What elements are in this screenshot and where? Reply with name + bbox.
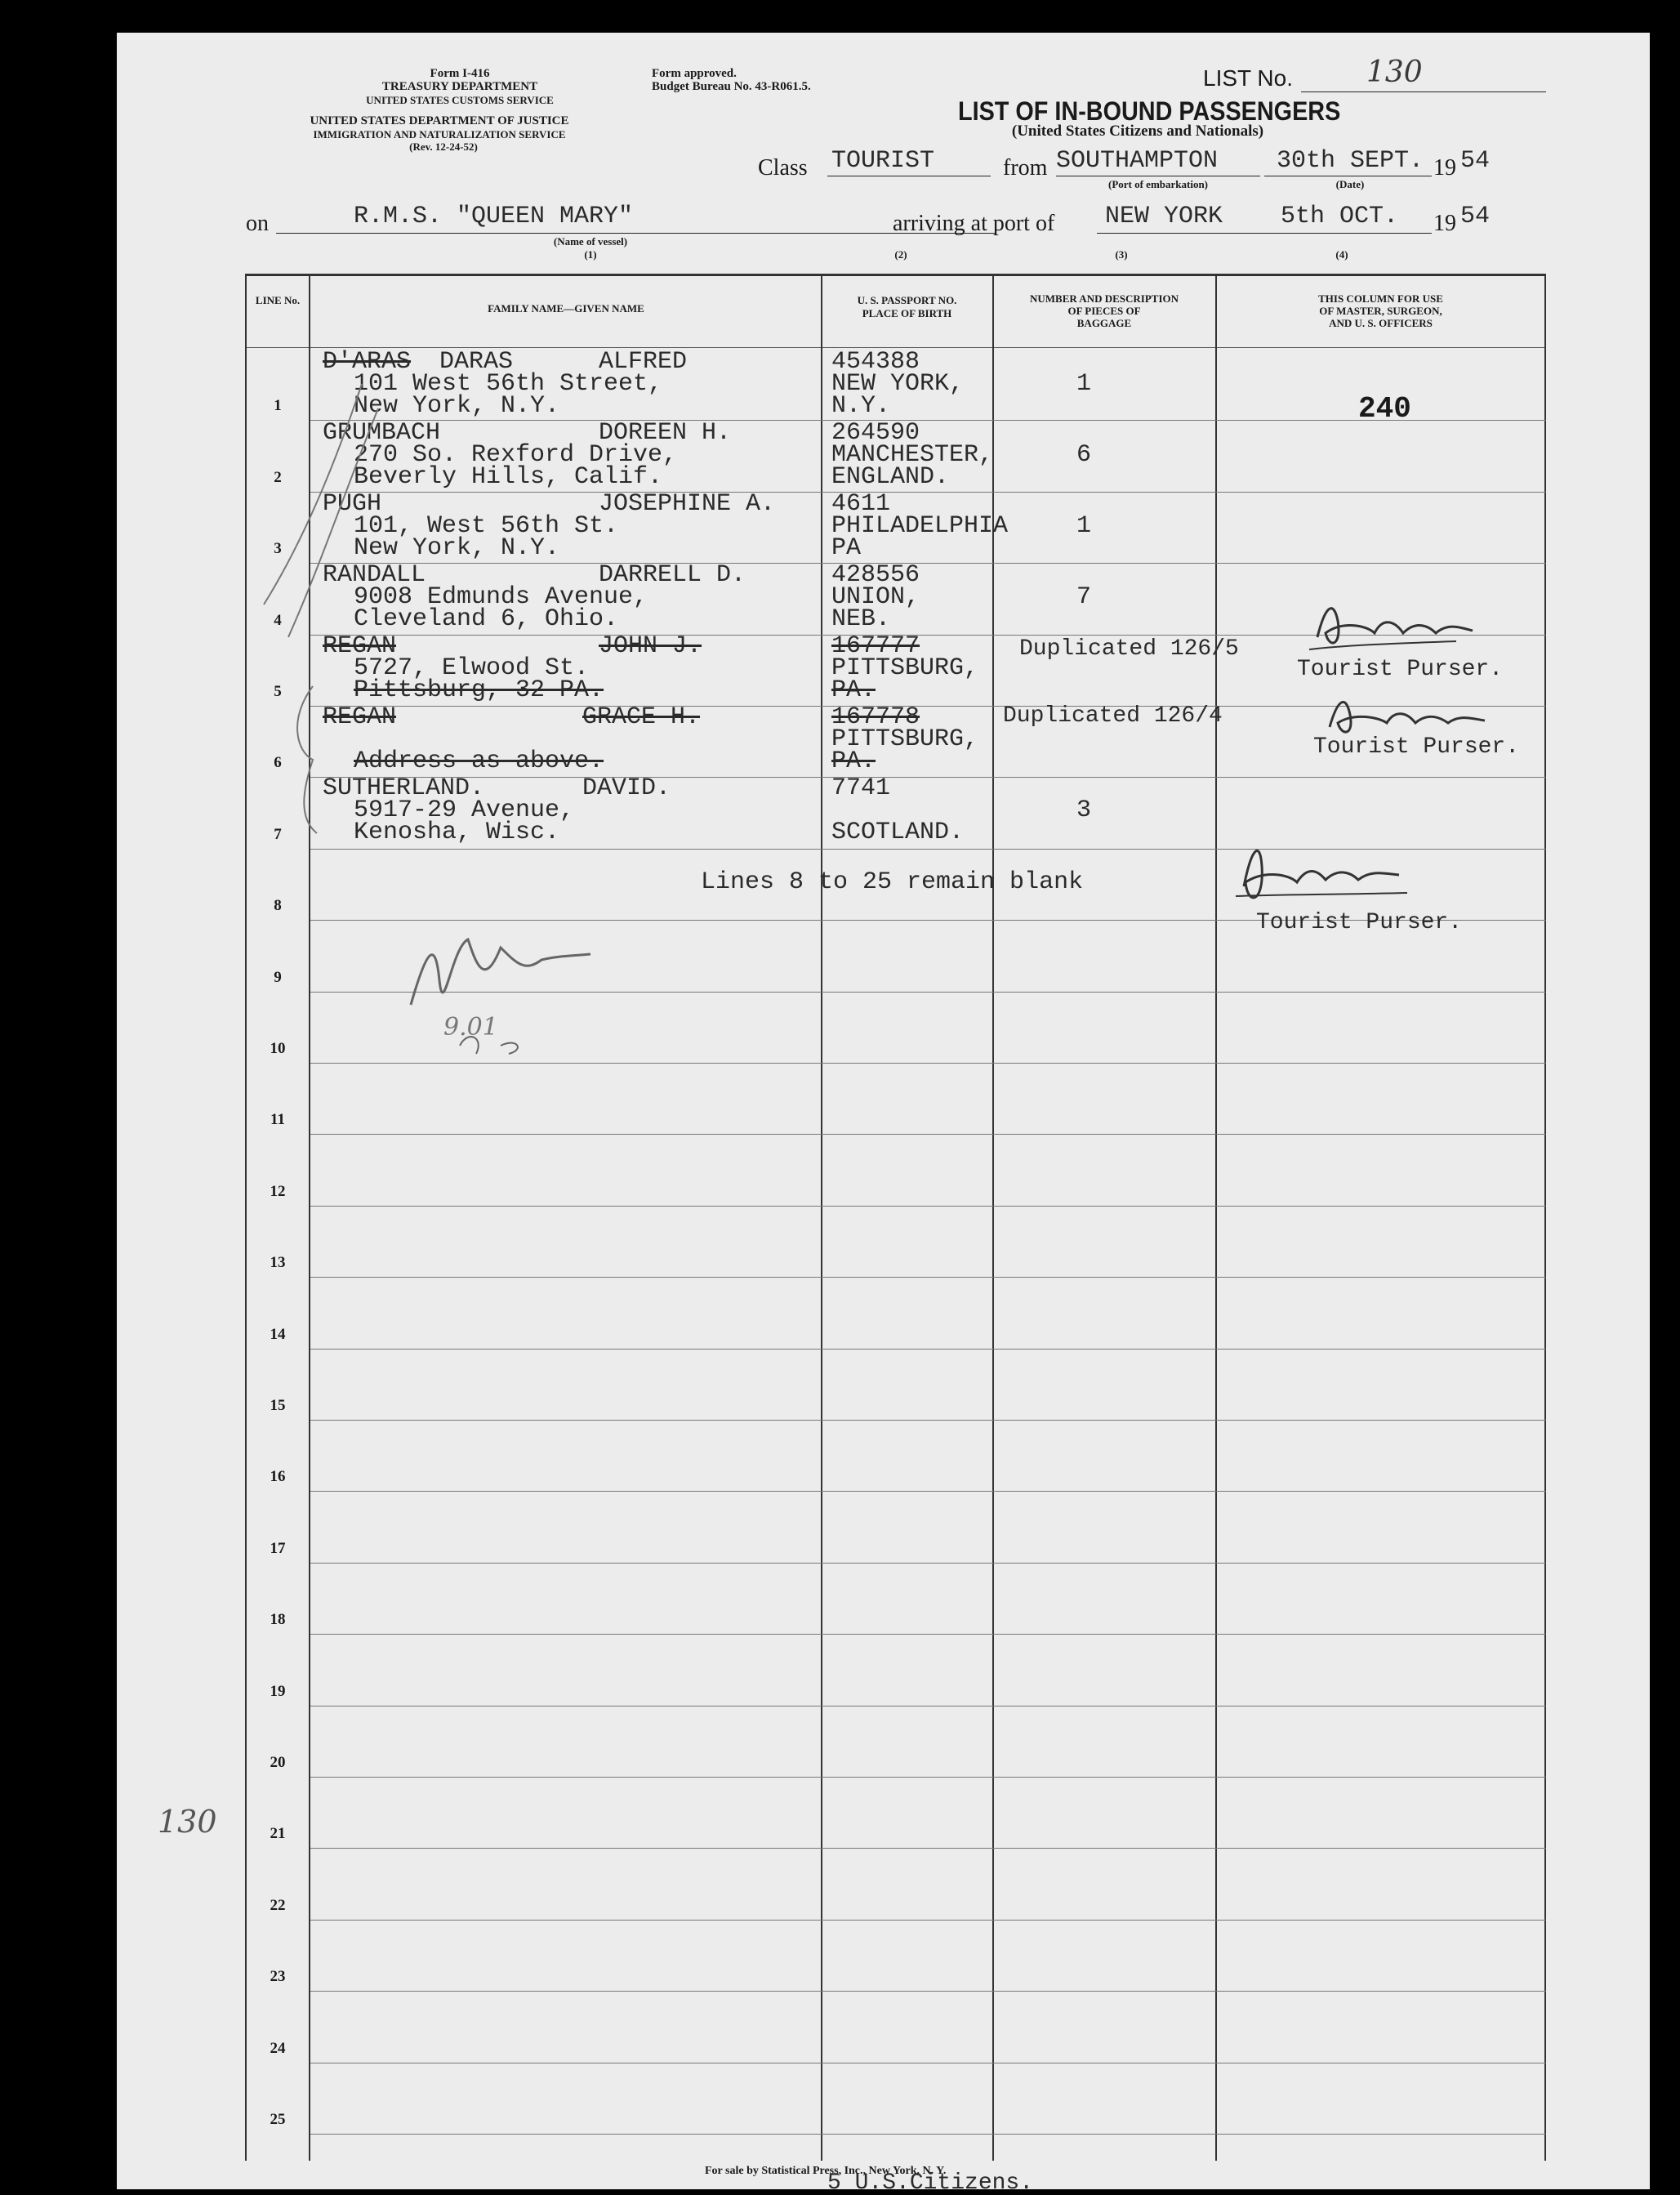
line-number: 15 [270,1397,286,1414]
entry-5-address-1: 5727, Elwood St. [354,654,590,682]
entry-1-passport: 454388 [831,348,920,376]
entry-1-birth-1: NEW YORK, [831,370,965,398]
entry-7-address-1: 5917-29 Avenue, [354,796,575,824]
row-rule [310,777,1546,778]
entry-4-address-1: 9008 Edmunds Avenue, [354,583,648,611]
row-rule [310,2134,1546,2135]
line-number: 18 [270,1611,286,1629]
dept-justice: UNITED STATES DEPARTMENT OF JUSTICE [310,114,569,127]
entry-4-passport: 428556 [831,561,920,589]
on-label: on [246,211,269,236]
entry-3-name: PUGH [323,490,382,518]
year2-value: 54 [1460,203,1491,230]
header-passport: U. S. PASSPORT NO. [857,294,957,306]
date-caption: (Date) [1335,178,1365,190]
entry-7-address-2: Kenosha, Wisc. [354,819,560,846]
line-number: 16 [270,1468,286,1486]
list-no-label: LIST No. [1203,65,1293,91]
passenger-list-form [117,33,1650,2189]
line-number: 21 [270,1825,286,1843]
line-number: 5 [274,683,282,700]
blank-lines-note: Lines 8 to 25 remain blank [701,868,1084,896]
entry-1-baggage: 1 [1076,370,1092,398]
pencil-scribble [362,915,656,1062]
entry-2-passport: 264590 [831,419,920,447]
footer-printer: For sale by Statistical Press, Inc., New York, N. Y. [705,2165,947,2177]
year2-prefix: 19 [1433,211,1456,236]
vessel-caption: (Name of vessel) [553,235,628,248]
row-rule [310,1848,1546,1849]
header-name: FAMILY NAME—GIVEN NAME [488,302,644,315]
pencil-note: 9.01 [443,1013,498,1042]
entry-4-given: DARRELL D. [599,561,746,589]
list-no-value: 130 [1366,56,1423,89]
row-rule [310,1634,1546,1635]
header-baggage-3: BAGGAGE [1076,317,1132,329]
row-rule [310,1206,1546,1207]
form-subtitle: (United States Citizens and Nationals) [1011,123,1264,140]
line-number: 7 [274,825,282,843]
entry-4-birth-2: NEB. [831,605,891,633]
entry-1-given: ALFRED [599,348,688,376]
departure-date: 30th SEPT. [1277,147,1424,175]
dept-treasury: TREASURY DEPARTMENT [381,80,538,93]
entry-3-address-2: New York, N.Y. [354,534,560,562]
class-label: Class [758,155,808,181]
col-line-baggage [992,274,994,2161]
row-rule [310,563,1546,564]
row-rule [310,1920,1546,1921]
line-number: 23 [270,1968,286,1986]
arrival-underline [1097,233,1432,234]
row-rule [310,1420,1546,1421]
entry-6-name: REGAN [323,703,397,731]
entry-2-birth-1: MANCHESTER, [831,441,994,469]
dept-immigration: IMMIGRATION AND NATURALIZATION SERVICE [313,128,566,141]
margin-pencil-marks [239,376,403,866]
list-no-underline [1301,91,1546,92]
header-officers-3: AND U. S. OFFICERS [1329,317,1433,329]
entry-4-name: RANDALL [323,561,426,589]
entry-3-birth-2: PA [831,534,862,562]
dept-customs: UNITED STATES CUSTOMS SERVICE [366,94,554,106]
line-number: 20 [270,1754,286,1771]
line-number: 3 [274,540,282,558]
line-number: 24 [270,2039,286,2057]
purser-signature-1 [1293,588,1538,662]
row-rule [310,1491,1546,1492]
entry-4-address-2: Cleveland 6, Ohio. [354,605,619,633]
arriving-label: arriving at port of [893,211,1055,236]
entry-5-passport: 167777 [831,632,920,660]
header-baggage-1: NUMBER AND DESCRIPTION [1029,292,1179,305]
entry-5-birth-1: PITTSBURG, [831,654,979,682]
line-number: 2 [274,468,282,486]
form-revision: (Rev. 12-24-52) [409,141,478,153]
entry-7-passport: 7741 [831,774,891,802]
table-right [1544,274,1546,2161]
arrival-date: 5th OCT. [1281,203,1399,230]
row-rule [310,1777,1546,1778]
entry-3-birth-1: PHILADELPHIA [831,512,1009,540]
row-rule [310,1063,1546,1064]
from-value: SOUTHAMPTON [1056,147,1219,175]
entry-5-name: REGAN [323,632,397,660]
row-rule [310,1349,1546,1350]
header-officers-2: OF MASTER, SURGEON, [1319,305,1442,317]
caption-3: (3) [1115,248,1128,261]
entry-6-birth-2: PA. [831,747,876,775]
row-rule [310,1991,1546,1992]
line-number: 9 [274,968,282,986]
entry-3-passport: 4611 [831,490,891,518]
from-label: from [1003,155,1048,181]
line-number: 17 [270,1539,286,1557]
col-line-passport [821,274,822,2161]
entry-6-passport: 167778 [831,703,920,731]
entry-7-given: DAVID. [582,774,671,802]
vessel-underline [276,233,995,234]
entry-1-officer-note: 240 [1358,392,1411,426]
entry-7-name: SUTHERLAND. [323,774,485,802]
header-baggage-2: OF PIECES OF [1067,305,1141,317]
form-title: LIST OF IN-BOUND PASSENGERS [958,96,1341,126]
entry-1-name-crossed: D'ARAS [323,348,412,376]
entry-1-birth-2: N.Y. [831,392,891,420]
line-number: 11 [270,1111,285,1129]
line-number: 25 [270,2111,286,2128]
year-prefix: 19 [1433,155,1456,181]
entry-7-baggage: 3 [1076,796,1092,824]
class-value: TOURIST [831,147,935,175]
vessel-name: R.M.S. "QUEEN MARY" [354,203,634,230]
line-number: 4 [274,611,282,629]
line-number: 6 [274,754,282,772]
entry-3-address-1: 101, West 56th St. [354,512,619,540]
entry-6-duplicated: Duplicated 126/4 [1003,703,1223,729]
caption-4: (4) [1335,248,1348,261]
entry-6-address-1: Address as above. [354,747,604,775]
col-line-officers [1215,274,1217,2161]
line-number: 14 [270,1325,286,1343]
margin-list-number: 130 [158,1804,217,1840]
entry-2-birth-2: ENGLAND. [831,463,950,491]
row-rule [310,1134,1546,1135]
entry-6-purser: Tourist Purser. [1313,734,1520,760]
line-number: 1 [274,397,282,415]
line-number: 12 [270,1182,286,1200]
line-number: 22 [270,1896,286,1914]
form-id: Form I-416 [430,67,490,80]
purser-label: Tourist Purser. [1256,910,1463,935]
purser-signature-3 [1211,829,1456,919]
row-rule [310,1277,1546,1278]
purser-signature-2 [1305,686,1550,743]
row-rule [310,492,1546,493]
entry-5-duplicated: Duplicated 126/5 [1019,636,1239,662]
footer-citizens-count: 5 U.S.Citizens. [827,2170,1034,2189]
entry-4-baggage: 7 [1076,583,1092,611]
entry-7-birth: SCOTLAND. [831,819,965,846]
arrival-port: NEW YORK [1105,203,1223,230]
entry-1-address-1: 101 West 56th Street, [354,370,663,398]
entry-5-given: JOHN J. [599,632,702,660]
budget-bureau: Budget Bureau No. 43-R061.5. [652,80,811,93]
entry-2-address-2: Beverly Hills, Calif. [354,463,663,491]
entry-2-address-1: 270 So. Rexford Drive, [354,441,678,469]
port-caption: (Port of embarkation) [1107,178,1209,190]
entry-2-name: GRUMBACH [323,419,441,447]
entry-1-name: DARAS [439,348,514,376]
entry-6-given: GRACE H. [582,703,701,731]
line-number: 19 [270,1682,286,1700]
entry-5-birth-2: PA. [831,676,876,704]
line-number: 13 [270,1254,286,1272]
entry-1-address-2: New York, N.Y. [354,392,560,420]
caption-1: (1) [584,248,597,261]
entry-5-purser: Tourist Purser. [1297,657,1504,682]
entry-2-given: DOREEN H. [599,419,732,447]
form-approved: Form approved. [652,67,737,80]
entry-3-given: JOSEPHINE A. [599,490,776,518]
entry-5-address-2: Pittsburg, 32 PA. [354,676,604,704]
line-number: 8 [274,897,282,915]
entry-3-baggage: 1 [1076,512,1092,540]
caption-2: (2) [894,248,907,261]
entry-6-birth-1: PITTSBURG, [831,725,979,753]
entry-4-birth-1: UNION, [831,583,920,611]
entry-2-baggage: 6 [1076,441,1092,469]
header-line-no: LINE No. [255,294,301,306]
header-officers-1: THIS COLUMN FOR USE [1318,292,1443,305]
table-top [245,274,1546,276]
year-value: 54 [1460,147,1491,175]
header-birth: PLACE OF BIRTH [862,307,952,319]
row-rule [310,1563,1546,1564]
line-number: 10 [270,1040,286,1057]
